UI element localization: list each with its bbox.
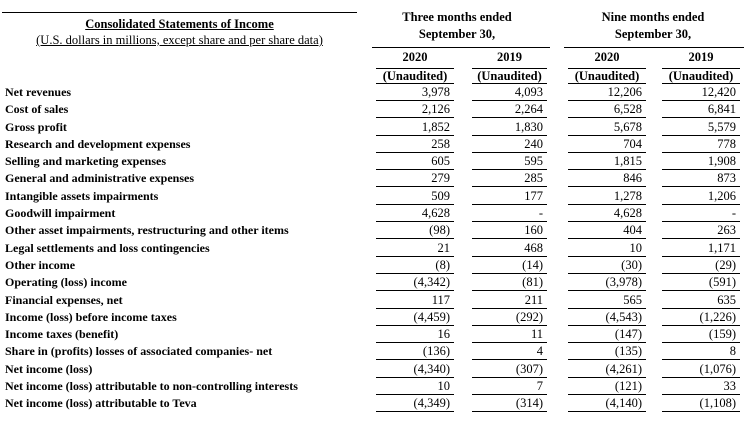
value-cell — [568, 119, 646, 136]
value-text: (314) — [515, 396, 543, 411]
value-cell — [376, 361, 454, 378]
value-cell — [568, 136, 646, 153]
row-label — [5, 274, 368, 291]
value-text: 1,830 — [514, 119, 543, 134]
value-cell — [472, 395, 547, 412]
row-label-text: Income (loss) before income taxes — [5, 309, 177, 324]
value-text: 5,678 — [613, 119, 642, 134]
value-cell — [568, 188, 646, 205]
row-label-text: General and administrative expenses — [5, 171, 194, 186]
row-label — [5, 188, 368, 205]
value-text: 7 — [536, 379, 543, 394]
value-text: (307) — [515, 361, 543, 376]
value-cell — [568, 309, 646, 326]
value-text: 2,264 — [514, 102, 543, 117]
value-cell — [472, 274, 547, 291]
value-cell — [376, 153, 454, 170]
value-cell — [472, 119, 547, 136]
value-text: 1,278 — [613, 188, 642, 203]
top-rule — [2, 12, 357, 13]
value-text: (4,543) — [605, 309, 642, 324]
value-cell — [472, 326, 547, 343]
year-header: 2020 — [402, 50, 428, 64]
value-cell — [568, 343, 646, 360]
value-text: 12,420 — [701, 85, 736, 99]
value-cell — [568, 222, 646, 239]
value-cell — [568, 170, 646, 187]
row-label-text: Goodwill impairment — [5, 206, 116, 221]
value-text: 177 — [524, 188, 543, 203]
row-label-text: Net revenues — [5, 85, 72, 99]
row-label — [5, 343, 368, 360]
row-label-text: Financial expenses, net — [5, 292, 123, 307]
value-text: 1,171 — [707, 240, 736, 255]
value-text: (136) — [422, 344, 450, 359]
value-cell — [472, 361, 547, 378]
value-cell — [662, 205, 740, 222]
value-text: (29) — [715, 257, 736, 272]
value-cell — [568, 153, 646, 170]
value-cell — [376, 395, 454, 412]
value-text: 11 — [530, 327, 543, 342]
value-cell — [472, 292, 547, 309]
row-label-text: Other asset impairments, restructuring and other items — [5, 223, 289, 238]
table-row — [0, 153, 749, 170]
value-text: (159) — [708, 327, 736, 342]
value-text: (98) — [429, 223, 450, 238]
value-cell — [472, 170, 547, 187]
value-cell — [662, 378, 740, 395]
value-cell — [472, 343, 547, 360]
row-label — [5, 119, 368, 136]
value-text: 509 — [431, 188, 450, 203]
value-text: 468 — [524, 240, 543, 255]
table-row — [0, 274, 749, 291]
value-text: 873 — [717, 171, 736, 186]
value-cell — [472, 84, 547, 101]
value-cell — [376, 309, 454, 326]
value-cell — [568, 378, 646, 395]
table-row — [0, 292, 749, 309]
value-cell — [662, 170, 740, 187]
value-text: (121) — [614, 379, 642, 394]
value-text: 595 — [524, 154, 543, 169]
value-cell — [376, 292, 454, 309]
row-label-text: Operating (loss) income — [5, 275, 127, 290]
value-text: 704 — [623, 136, 642, 151]
statement-subtitle: (U.S. dollars in millions, except share and per share data) — [36, 33, 323, 47]
value-text: 285 — [524, 171, 543, 186]
value-text: (1,076) — [699, 361, 736, 376]
value-cell — [376, 170, 454, 187]
row-label — [5, 309, 368, 326]
value-text: 404 — [623, 223, 642, 238]
row-label-text: Gross profit — [5, 119, 67, 134]
row-label — [5, 222, 368, 239]
value-text: 1,815 — [613, 154, 642, 169]
row-label — [5, 326, 368, 343]
value-cell — [662, 292, 740, 309]
value-text: 279 — [431, 171, 450, 186]
value-cell — [472, 378, 547, 395]
value-text: 258 — [431, 136, 450, 151]
value-text: (135) — [614, 344, 642, 359]
group-rule-nine-months — [564, 47, 744, 48]
row-label — [5, 378, 368, 395]
table-row — [0, 378, 749, 395]
value-cell — [376, 240, 454, 257]
value-cell — [662, 343, 740, 360]
value-cell — [662, 257, 740, 274]
value-text: - — [538, 206, 543, 221]
table-row — [0, 343, 749, 360]
value-cell — [472, 205, 547, 222]
value-text: 8 — [729, 344, 736, 359]
value-text: 12,206 — [607, 85, 642, 99]
value-text: 4 — [536, 344, 543, 359]
value-text: (4,459) — [413, 309, 450, 324]
value-cell — [568, 84, 646, 101]
value-cell — [472, 222, 547, 239]
row-label — [5, 240, 368, 257]
value-cell — [662, 101, 740, 118]
row-label-text: Income taxes (benefit) — [5, 327, 119, 342]
value-cell — [568, 101, 646, 118]
value-cell — [662, 326, 740, 343]
group-header-nine-months: Nine months ended September 30, — [601, 10, 705, 41]
table-row — [0, 222, 749, 239]
value-text: 3,978 — [421, 85, 450, 99]
table-row — [0, 309, 749, 326]
value-cell — [472, 101, 547, 118]
row-label — [5, 292, 368, 309]
value-cell — [662, 240, 740, 257]
value-cell — [376, 188, 454, 205]
value-text: (4,349) — [413, 396, 450, 411]
value-cell — [376, 101, 454, 118]
table-row — [0, 395, 749, 412]
value-text: (14) — [522, 257, 543, 272]
value-text: 21 — [437, 240, 450, 255]
value-cell — [472, 257, 547, 274]
value-cell — [376, 378, 454, 395]
value-cell — [376, 84, 454, 101]
value-text: 635 — [717, 292, 736, 307]
row-label-text: Net income (loss) attributable to non-controlling interests — [5, 379, 298, 394]
row-label — [5, 84, 368, 101]
year-header: 2019 — [688, 50, 714, 64]
value-cell — [568, 240, 646, 257]
value-cell — [472, 240, 547, 257]
table-row — [0, 257, 749, 274]
value-text: (3,978) — [605, 275, 642, 290]
unaudited-label: (Unaudited) — [662, 68, 740, 84]
statement-rows — [0, 84, 749, 413]
table-row — [0, 119, 749, 136]
value-cell — [376, 343, 454, 360]
value-cell — [568, 205, 646, 222]
value-cell — [662, 274, 740, 291]
value-cell — [472, 136, 547, 153]
statement-title: Consolidated Statements of Income — [85, 17, 274, 31]
table-row — [0, 170, 749, 187]
value-text: 2,126 — [421, 102, 450, 117]
value-cell — [472, 188, 547, 205]
value-cell — [662, 395, 740, 412]
table-row — [0, 205, 749, 222]
value-cell — [662, 188, 740, 205]
value-cell — [376, 222, 454, 239]
value-cell — [472, 309, 547, 326]
value-cell — [662, 84, 740, 101]
row-label — [5, 395, 368, 412]
table-row — [0, 101, 749, 118]
value-cell — [376, 136, 454, 153]
value-text: (147) — [614, 327, 642, 342]
value-text: (591) — [708, 275, 736, 290]
value-cell — [662, 119, 740, 136]
value-text: 565 — [623, 292, 642, 307]
value-text: 6,841 — [707, 102, 736, 117]
row-label — [5, 136, 368, 153]
value-text: 4,628 — [613, 206, 642, 221]
row-label-text: Net income (loss) — [5, 361, 93, 376]
table-row — [0, 136, 749, 153]
value-text: 33 — [723, 379, 736, 394]
value-text: (4,342) — [413, 275, 450, 290]
value-cell — [662, 309, 740, 326]
row-label — [5, 361, 368, 378]
value-text: 211 — [524, 292, 543, 307]
row-label-text: Share in (profits) losses of associated companies- net — [5, 344, 273, 359]
row-label-text: Other income — [5, 257, 76, 272]
value-cell — [568, 274, 646, 291]
value-text: 846 — [623, 171, 642, 186]
row-label-text: Research and development expenses — [5, 136, 191, 151]
value-text: 1,852 — [421, 119, 450, 134]
value-text: (30) — [621, 257, 642, 272]
unaudited-label: (Unaudited) — [376, 68, 454, 84]
value-cell — [376, 274, 454, 291]
group-rule-three-months — [372, 47, 550, 48]
value-text: (8) — [435, 257, 450, 272]
value-text: 1,206 — [707, 188, 736, 203]
value-text: (4,261) — [605, 361, 642, 376]
value-text: 778 — [717, 136, 736, 151]
row-label — [5, 170, 368, 187]
value-text: 1,908 — [707, 154, 736, 169]
table-row — [0, 240, 749, 257]
value-cell — [662, 222, 740, 239]
table-row — [0, 326, 749, 343]
year-header: 2020 — [594, 50, 620, 64]
value-text: 117 — [431, 292, 450, 307]
group-header-three-months: Three months ended September 30, — [402, 10, 512, 41]
value-text: 4,093 — [514, 85, 543, 99]
value-text: 5,579 — [707, 119, 736, 134]
value-text: 4,628 — [421, 206, 450, 221]
row-label-text: Net income (loss) attributable to Teva — [5, 396, 197, 411]
row-label — [5, 153, 368, 170]
value-text: 160 — [524, 223, 543, 238]
value-cell — [568, 292, 646, 309]
row-label-text: Legal settlements and loss contingencies — [5, 240, 210, 255]
value-text: (81) — [522, 275, 543, 290]
value-text: (292) — [515, 309, 543, 324]
table-row — [0, 361, 749, 378]
value-cell — [472, 153, 547, 170]
row-label — [5, 257, 368, 274]
value-cell — [662, 153, 740, 170]
value-cell — [376, 119, 454, 136]
year-header: 2019 — [497, 50, 522, 64]
table-row — [0, 188, 749, 205]
value-text: (1,108) — [699, 396, 736, 411]
value-cell — [568, 326, 646, 343]
value-cell — [662, 136, 740, 153]
value-cell — [568, 257, 646, 274]
value-text: 16 — [437, 327, 450, 342]
value-text: 10 — [437, 379, 450, 394]
value-cell — [376, 326, 454, 343]
value-text: - — [731, 206, 736, 221]
value-text: (4,140) — [605, 396, 642, 411]
value-text: 240 — [524, 136, 543, 151]
value-text: 6,528 — [613, 102, 642, 117]
unaudited-label: (Unaudited) — [568, 68, 646, 84]
value-text: 263 — [717, 223, 736, 238]
value-text: (4,340) — [413, 361, 450, 376]
table-row — [0, 84, 749, 101]
value-cell — [568, 361, 646, 378]
row-label-text: Selling and marketing expenses — [5, 154, 167, 169]
row-label-text: Intangible assets impairments — [5, 188, 159, 203]
unaudited-label: (Unaudited) — [472, 68, 547, 84]
value-cell — [662, 361, 740, 378]
row-label-text: Cost of sales — [5, 102, 69, 117]
value-text: (1,226) — [699, 309, 736, 324]
row-label — [5, 101, 368, 118]
value-cell — [376, 257, 454, 274]
row-label — [5, 205, 368, 222]
value-text: 10 — [629, 240, 642, 255]
value-cell — [376, 205, 454, 222]
value-text: 605 — [431, 154, 450, 169]
value-cell — [568, 395, 646, 412]
